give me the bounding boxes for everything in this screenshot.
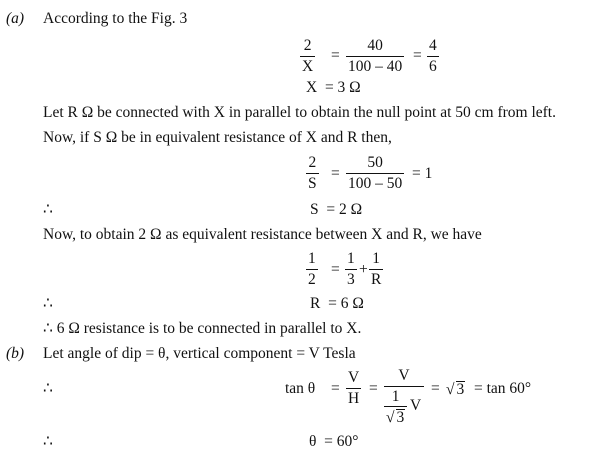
eq1-lhs-num: 2 — [303, 37, 312, 54]
eq3-mid-fraction — [346, 155, 404, 191]
eq1-rhs-num: 4 — [429, 37, 437, 54]
equals-sign: = — [331, 261, 340, 278]
eq5-b-num: 1 — [372, 250, 381, 267]
equals-sign: = — [431, 380, 440, 397]
eq5-lhs-den: 2 — [308, 270, 316, 288]
eq5-lhs-fraction — [306, 251, 318, 287]
sqrt-radicand: 3 — [456, 381, 465, 398]
eq5-lhs-num: 1 — [308, 250, 316, 267]
part-a-label: (a) — [6, 10, 25, 27]
equals-sign: = — [369, 380, 378, 397]
eq3-mid-num: 50 — [367, 154, 383, 171]
eq1-lhs-den: X — [302, 57, 314, 75]
eq1-lhs-fraction — [300, 38, 315, 74]
eq1-rhs-den: 6 — [429, 57, 437, 75]
part-b-label: (b) — [6, 345, 25, 362]
f2-num: V — [398, 367, 410, 384]
eq5-a-num: 1 — [347, 250, 355, 267]
eq5-a-den: 3 — [347, 270, 355, 288]
equals-sign: = — [331, 165, 340, 182]
therefore-symbol: ∴ — [43, 201, 53, 218]
part-a-intro: According to the Fig. 3 — [43, 10, 188, 27]
eq1-rhs-fraction — [427, 38, 439, 74]
eq5-a-fraction — [345, 251, 357, 287]
equals-sign: = — [331, 380, 340, 397]
plus-sign: + — [359, 261, 368, 278]
part-a-line1: Let R Ω be connected with X in parallel to obtain the null point at 50 cm from left. — [43, 104, 556, 121]
eq3-lhs-fraction — [306, 155, 319, 191]
f1-den: H — [348, 389, 360, 407]
f2-den — [384, 387, 424, 431]
sqrt-sign: √ 3 — [386, 409, 405, 426]
part-a-conclusion: ∴ 6 Ω resistance is to be connected in parallel to X. — [43, 320, 362, 337]
eq2: X = 3 Ω — [306, 79, 361, 96]
therefore-symbol: ∴ — [43, 433, 53, 450]
eq3-mid-den: 100 – 50 — [348, 174, 403, 192]
f1-num: V — [348, 369, 360, 386]
f2-den-tail: V — [410, 396, 422, 414]
eq1-mid-num: 40 — [367, 37, 383, 54]
f2-den-inner-fraction — [384, 389, 407, 426]
therefore-symbol: ∴ — [43, 380, 53, 397]
part-a-line3: Now, to obtain 2 Ω as equivalent resistance between X and R, we have — [43, 226, 482, 243]
part-b-intro: Let angle of dip = θ, vertical component = V Tesla — [43, 345, 356, 362]
tan-fraction-2 — [384, 368, 424, 431]
sqrt-three — [446, 381, 465, 398]
f2-den-inner-num: 1 — [391, 387, 400, 405]
sqrt-sign: √ 3 — [446, 381, 465, 398]
eq3-lhs-den: S — [308, 174, 317, 192]
eq1-mid-den: 100 – 40 — [348, 57, 403, 75]
eq3-rhs: = 1 — [412, 165, 433, 182]
eq1-mid-fraction — [346, 38, 404, 74]
tan-fraction-1 — [346, 370, 361, 406]
part-a-line2: Now, if S Ω be in equivalent resistance of X and R then, — [43, 129, 392, 146]
equals-sign: = — [331, 47, 340, 64]
eq3-lhs-num: 2 — [308, 154, 317, 171]
eq4: S = 2 Ω — [310, 201, 363, 218]
f2-den-inner-den — [384, 407, 407, 426]
tan-lhs: tan θ — [285, 380, 316, 397]
eq5-b-den: R — [371, 270, 382, 288]
result: θ = 60° — [309, 433, 359, 450]
eq5-b-fraction — [369, 251, 383, 287]
tan-rhs: = tan 60° — [474, 380, 532, 397]
equals-sign: = — [413, 47, 422, 64]
sqrt-radicand: 3 — [396, 409, 405, 426]
therefore-symbol: ∴ — [43, 295, 53, 312]
eq6: R = 6 Ω — [310, 295, 364, 312]
